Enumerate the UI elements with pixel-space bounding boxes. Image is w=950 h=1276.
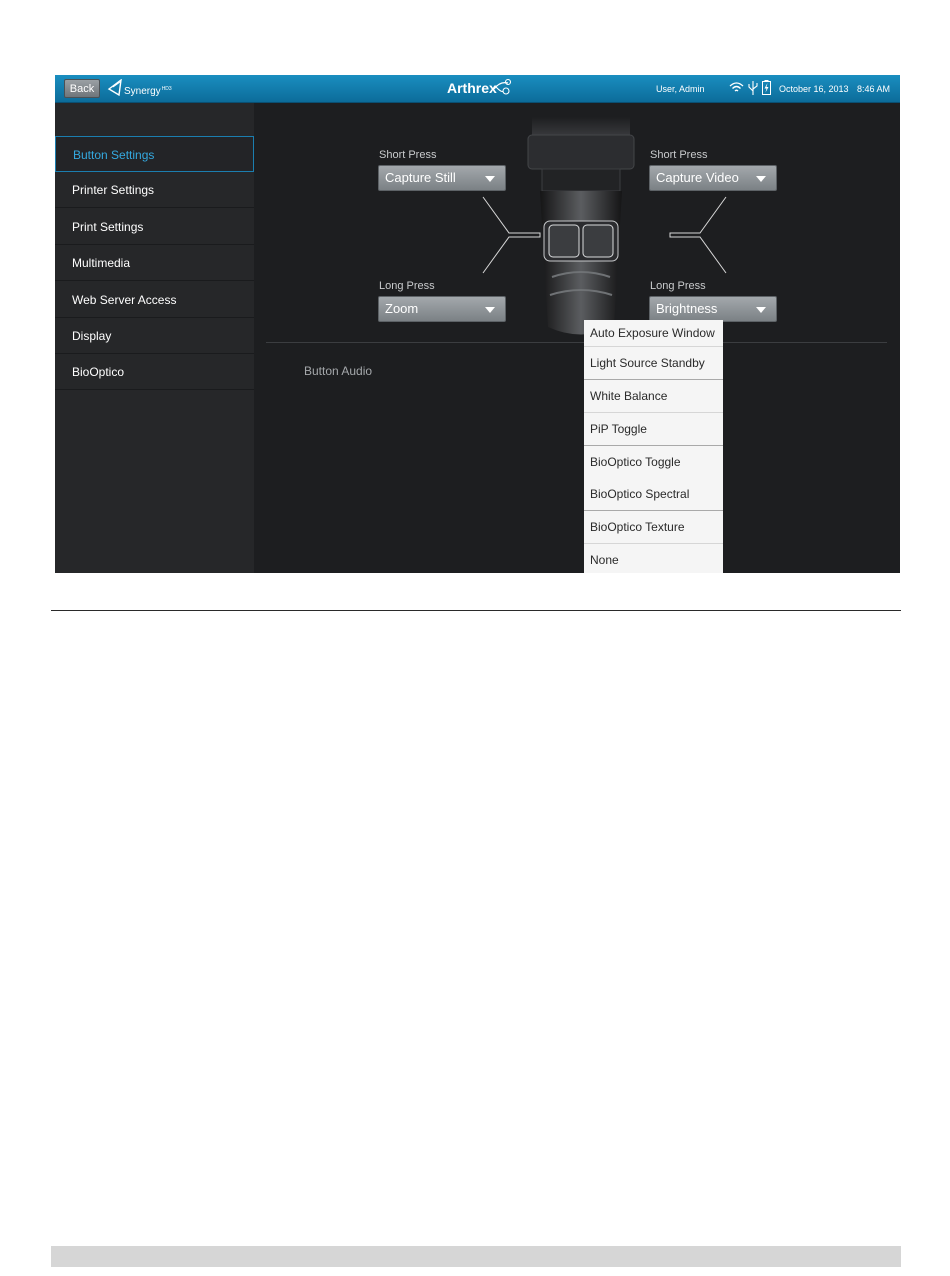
product-name: Synergy	[124, 86, 161, 97]
right-long-press-value: Brightness	[656, 301, 718, 316]
menu-option-biooptico-spectral[interactable]: BioOptico Spectral	[584, 478, 723, 511]
arthrex-logo	[447, 80, 497, 96]
right-short-press-value: Capture Video	[656, 170, 739, 185]
menu-option-biooptico-toggle[interactable]: BioOptico Toggle	[584, 446, 723, 479]
right-short-press-dropdown[interactable]	[649, 165, 777, 191]
sidebar-item-multimedia[interactable]: Multimedia	[55, 245, 254, 281]
time-label: 8:46 AM	[857, 84, 891, 94]
user-label: User, Admin	[656, 84, 705, 94]
wifi-icon	[729, 80, 744, 95]
left-short-press-dropdown[interactable]	[378, 165, 506, 191]
left-short-press-value: Capture Still	[385, 170, 456, 185]
arthrex-logo-icon	[492, 77, 512, 97]
brand-name: Arthrex	[447, 80, 497, 96]
dropdown-caret-icon	[756, 176, 766, 182]
button-leader-lines	[254, 103, 900, 343]
menu-option-none[interactable]: None	[584, 544, 723, 573]
sidebar-item-printer-settings[interactable]: Printer Settings	[55, 172, 254, 208]
dropdown-caret-icon	[485, 307, 495, 313]
battery-icon	[762, 80, 771, 95]
date-label: October 16, 2013	[779, 84, 849, 94]
right-long-press-label: Long Press	[650, 280, 706, 292]
settings-sidebar	[55, 103, 254, 573]
menu-option-auto-exposure-window[interactable]: Auto Exposure Window	[584, 320, 723, 347]
menu-option-biooptico-texture[interactable]: BioOptico Texture	[584, 511, 723, 544]
left-long-press-label: Long Press	[379, 280, 435, 292]
top-bar	[55, 75, 900, 103]
sidebar-item-print-settings[interactable]: Print Settings	[55, 209, 254, 245]
left-long-press-value: Zoom	[385, 301, 419, 316]
button-settings-panel	[254, 103, 900, 573]
section-divider	[266, 342, 887, 343]
menu-option-light-source-standby[interactable]: Light Source Standby	[584, 347, 723, 380]
left-long-press-dropdown[interactable]	[378, 296, 506, 322]
long-press-options-menu	[584, 320, 723, 573]
sidebar-item-display[interactable]: Display	[55, 318, 254, 354]
button-audio-label: Button Audio	[304, 364, 373, 378]
right-long-press-dropdown[interactable]	[649, 296, 777, 322]
usb-icon	[748, 80, 758, 96]
page-divider	[51, 610, 901, 611]
sidebar-item-button-settings[interactable]: Button Settings	[55, 136, 254, 172]
synergy-logo-icon	[107, 79, 123, 97]
menu-option-white-balance[interactable]: White Balance	[584, 380, 723, 413]
left-short-press-label: Short Press	[379, 149, 437, 161]
right-short-press-label: Short Press	[650, 149, 708, 161]
device-screen	[55, 75, 900, 573]
menu-option-pip-toggle[interactable]: PiP Toggle	[584, 413, 723, 446]
dropdown-caret-icon	[485, 176, 495, 182]
dropdown-caret-icon	[756, 307, 766, 313]
product-suffix: HD3	[161, 86, 172, 92]
sidebar-item-web-server-access[interactable]: Web Server Access	[55, 282, 254, 318]
back-button[interactable]: Back	[64, 79, 100, 98]
page-footer-bar	[51, 1246, 901, 1267]
sidebar-item-biooptico[interactable]: BioOptico	[55, 354, 254, 390]
